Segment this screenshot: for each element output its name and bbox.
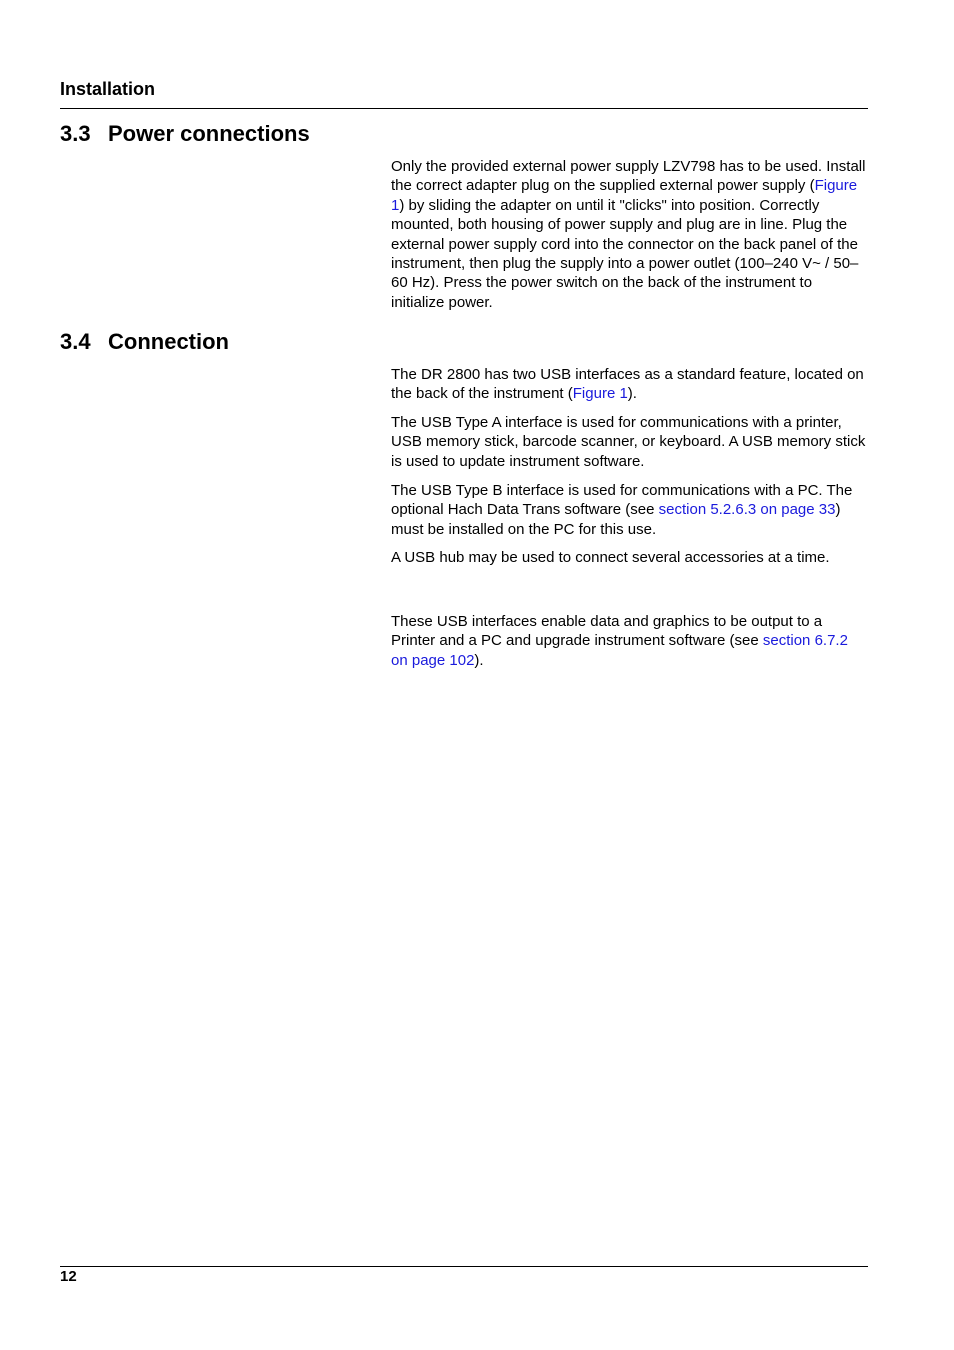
header-rule [60,108,868,109]
paragraph [391,481,867,539]
section-heading-power-connections [60,121,310,147]
connection-para-3 [391,481,867,539]
paragraph-text: ). [627,385,637,403]
connection-para-1 [391,365,867,404]
figure-1-link[interactable]: Figure 1 [391,177,858,214]
running-header-title: Installation [60,79,156,99]
paragraph [391,157,867,312]
paragraph-text: The USB Type A interface is used for communications with a printer, USB memory stick, barcode scanner, or keyboard. A USB memory stick is used to update instrument software. [391,414,866,470]
paragraph-text: These USB interfaces enable data and graphics to be output to a Printer and a PC and upgrade instrument software (see [391,613,823,650]
section-number: 3.3 [60,121,91,146]
paragraph [391,612,867,670]
connection-para-2 [391,413,867,471]
section-number: 3.4 [60,329,91,354]
paragraph-text: A USB hub may be used to connect several accessories at a time. [391,549,830,566]
section-heading-connection [60,329,229,355]
section-title: Power connections [108,121,310,146]
paragraph-text: The USB Type B interface is used for communications with a PC. The optional Hach Data Trans software (see [391,482,853,519]
paragraph [391,413,867,471]
section-5-2-6-3-link[interactable]: section 5.2.6.3 on page 33 [658,501,836,519]
paragraph-text: The DR 2800 has two USB interfaces as a standard feature, located on the back of the instrument ( [391,366,864,403]
connection-para-4 [391,548,867,567]
paragraph [391,548,867,567]
paragraph-text: ) by sliding the adapter on until it "clicks" into position. Correctly mounted, both housing of power supply and plug are in line. Plug the external power supply cord into the connector on the back panel of the instrument, then plug the supply into a power outlet (100–240 V~ / 50–60 Hz). Press the power switch on the back of the instrument to initialize power. [391,196,859,311]
page-number: 12 [60,1268,77,1285]
paragraph [391,365,867,404]
power-connections-body [391,157,867,312]
footer-rule [60,1266,868,1267]
paragraph-text: Only the provided external power supply LZV798 has to be used. Install the correct adapter plug on the supplied external power supply ( [391,158,866,195]
figure-1-link[interactable]: Figure 1 [572,385,628,403]
section-title: Connection [108,329,229,354]
paragraph-text: ). [474,651,484,669]
paragraph-text: ) must be installed on the PC for this use. [391,501,841,538]
section-6-7-2-link[interactable]: section 6.7.2 on page 102 [391,632,848,669]
connection-para-5 [391,612,867,670]
